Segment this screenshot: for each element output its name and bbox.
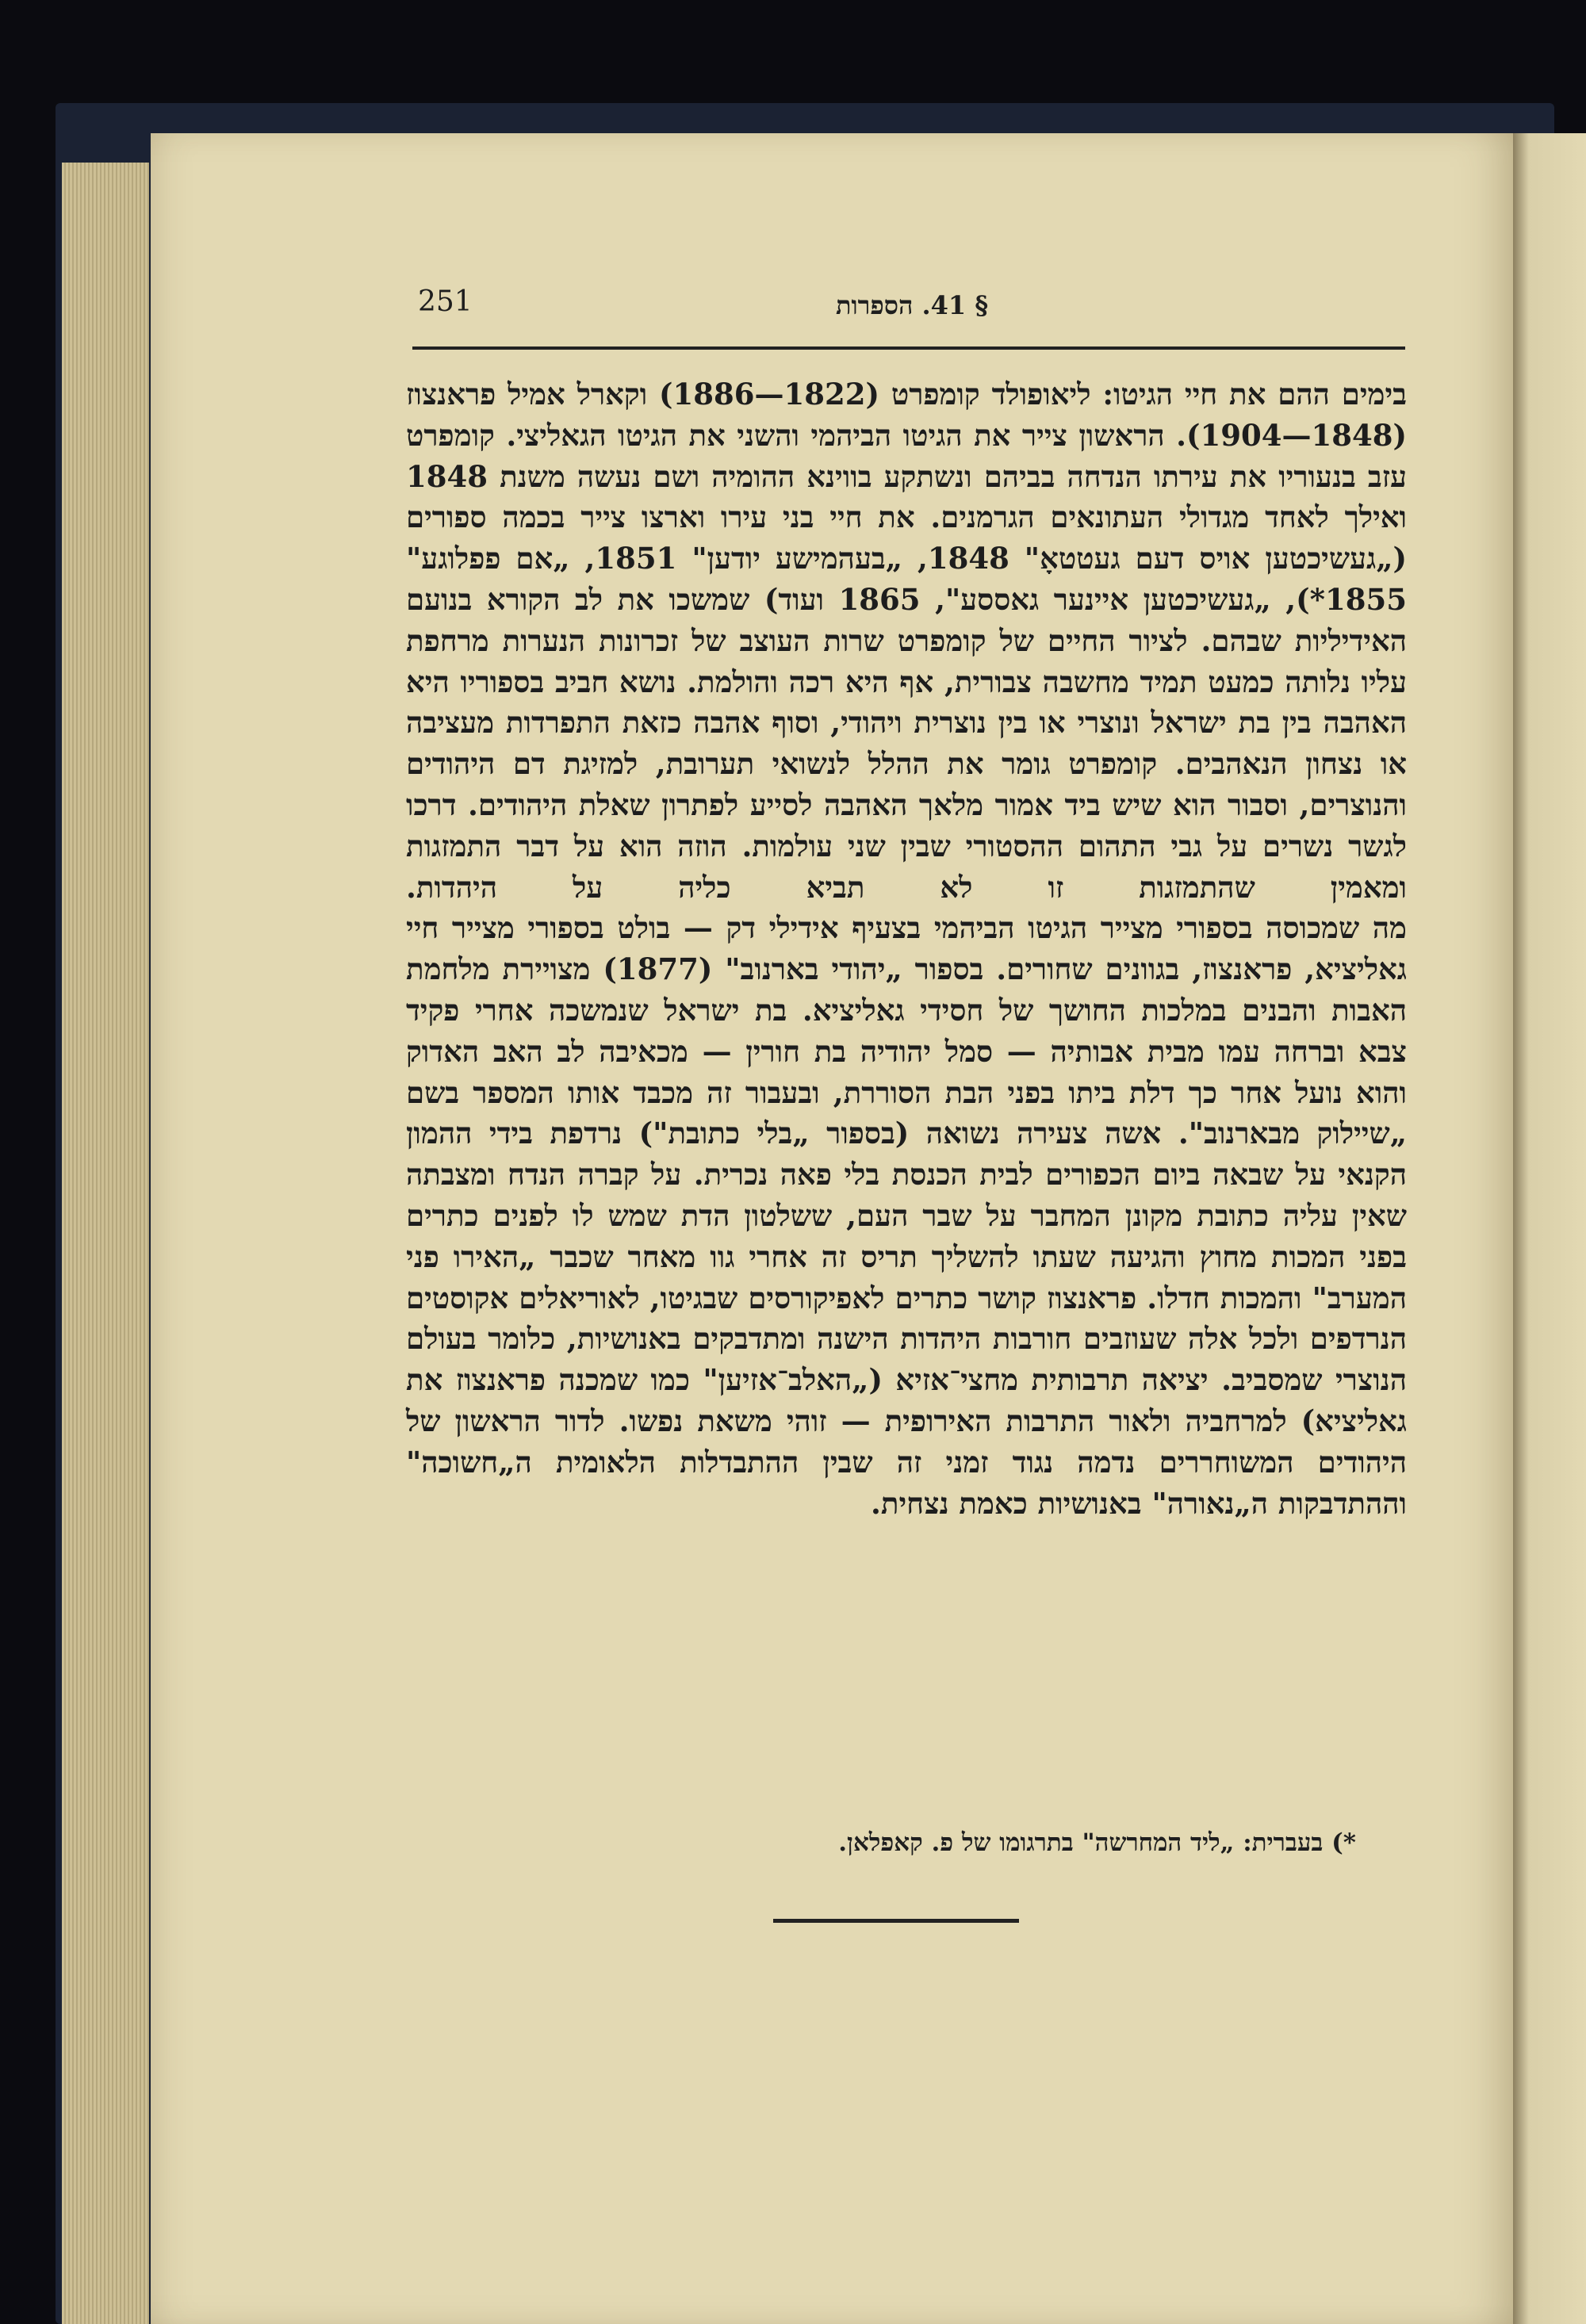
page-edges (62, 163, 149, 2324)
header-rule (412, 346, 1405, 350)
page-number: 251 (418, 285, 473, 318)
facing-page-edge (1513, 133, 1586, 2324)
running-header: § 41. הספרות (835, 290, 989, 320)
paragraph: מה שמכוסה בספורי מצייר הגיטו הביהמי בצעיף אידילי דק — בולט בספורי מצייר חיי גאליציא, פראנצוז, בגוונים שחורים. בספור „יהודי בארנוב" (1877) מצויירת מלחמת האבות והבנים במלכות החושך של חסידי גאליציא. בת ישראל שנמשכה אחרי פקיד צבא וברחה עמו מבית אבותיה — סמל יהודיה בת חורין — מכאיבה לב האב האדוק והוא נועל אחר כך דלת ביתו בפני הבת הסוררת, ובעבור זה מכבד אותו המספר בשם „שיילוק מבארנוב". אשה צעירה נשואה (בספור „בלי כתובת") נרדפת בידי ההמון הקנאי על שבאה ביום הכפורים לבית הכנסת בלי פאה נכרית. על קברה הנדח ומצבתה שאין עליה כתובת מקונן המחבר על שבר העם, ששלטון הדת שמש לו לפנים כתרים בפני המכות מחוץ והגיעה שעתו להשליך תריס זה אחרי גוו מאחר שכבר „האירו פני המערב" והמכות חדלו. פראנצוז קושר כתרים לאפיקורסים שבגיטו, לאוריאלים אקוסטים הנרדפים ולכל אלה שעוזבים חורבות היהדות הישנה ומתדבקים באנושיות, כלומר בעולם הנוצרי שמסביב. יציאה תרבותית מחצי־אזיא („האלב־אזיען" כמו שמכנה פראנצוז את גאליציא) למרחביה ולאור התרבות האירופית — זוהי משאת נפשו. לדור הראשון של היהודים המשוחררים נדמה נגוד זמני זה שבין ההתבדלות הלאומית ה„חשוכה" וההתדבקות ה„נאורה" באנושיות כאמת נצחית. (406, 910, 1407, 1521)
end-rule (773, 1919, 1019, 1923)
body-text (406, 374, 1407, 1524)
footnote: *) בעברית: „ליד המחרשה" בתרגומו של פ. קאפלאן. (838, 1828, 1356, 1857)
paragraph: בימים ההם את חיי הגיטו: ליאופולד קומפרט (1822—1886) וקארל אמיל פראנצוז (1848—1904). הראשון צייר את הגיטו הביהמי והשני את הגיטו הגאליצי. קומפרט עזב בנעוריו את עירתו הנדחה בביהם ונשתקע בווינא ההומיה ושם נעשה משנת 1848 ואילך לאחד מגדולי העתונאים הגרמנים. את חיי בני עירו וארצו צייר בכמה ספורים („געשיכטען אויס דעם געטטאָ" 1848, „בעהמישע יודען" 1851, „אם פפלוגע" 1855*), „געשיכטען איינער גאססע", 1865 ועוד) שמשכו את לב הקורא בנועם האידיליות שבהם. לציור החיים של קומפרט שרות העוצב של זכרונות הנערות מרחפת עליו נלותה כמעט תמיד מחשבה צבורית, אף היא רכה והולמת. נושא חביב בספוריו היא האהבה בין בת ישראל ונוצרי או בין נוצרית ויהודי, וסוף אהבה כזאת התפרדות מעציבה או נצחון הנאהבים. קומפרט גומר את ההלל לנשואי תערובת, למזיגת דם היהודים והנוצרים, וסבור הוא שיש ביד אמור מלאך האהבה לסייע לפתרון שאלת היהודים. דרכו לגשר נשרים על גבי התהום ההסטורי שבין שני עולמות. הוזה הוא על דבר התמזגות ומאמין שהתמזגות זו לא תביא כליה על היהדות. (406, 377, 1408, 905)
